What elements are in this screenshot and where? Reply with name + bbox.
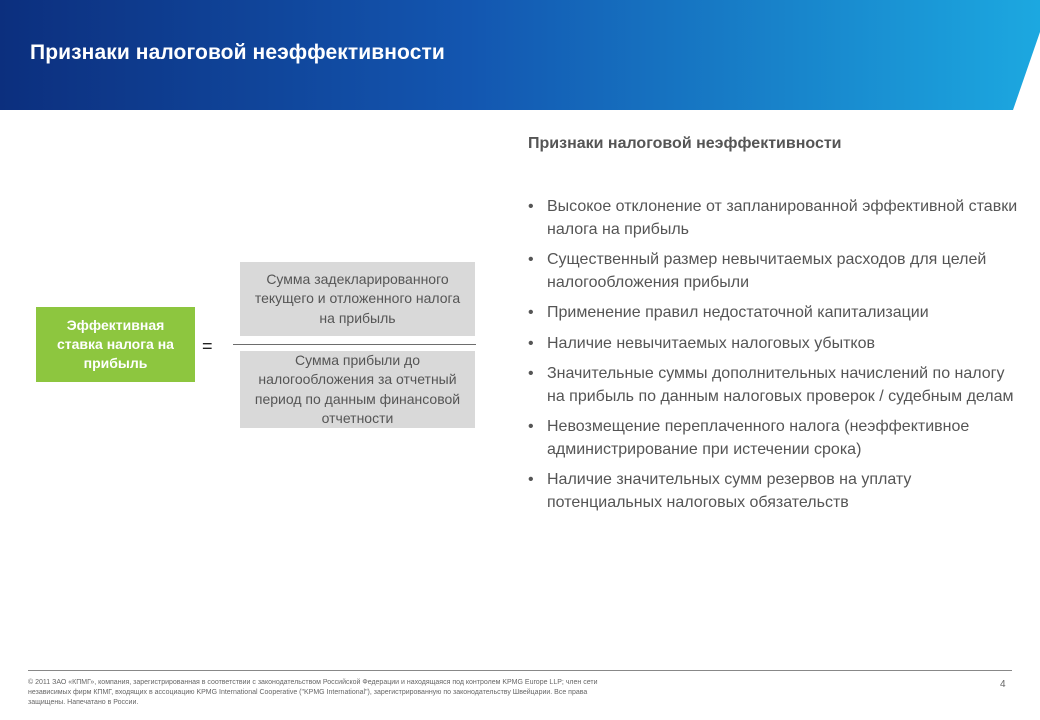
bullet-icon: • xyxy=(528,198,534,215)
header-banner xyxy=(0,0,1040,110)
footer-copyright: © 2011 ЗАО «КПМГ», компания, зарегистрированная в соответствии с законодательством Российской Федерации и находящаяся под контролем KPMG Europe LLP; член сети независимых фирм КПМГ, входящих в ассоциацию KPMG International Cooperative ("KPMG International"), зарегистрированную по законодательству Швейцарии. Все права защищены. Напечатано в России. xyxy=(28,679,598,706)
list-item-text: Наличие значительных сумм резервов на уплату потенциальных налоговых обязательств xyxy=(547,471,912,511)
list-item-text: Существенный размер невычитаемых расходов для целей налогообложения прибыли xyxy=(547,251,987,291)
denominator-box xyxy=(240,351,475,428)
bullet-icon: • xyxy=(528,334,534,352)
list-item-text: Высокое отклонение от запланированной эффективной ставки налога на прибыль xyxy=(547,198,1018,238)
signs-heading: Признаки налоговой неэффективности xyxy=(528,135,842,152)
list-item xyxy=(528,363,1018,408)
denominator-text: Сумма прибыли до налогообложения за отчетный период по данным финансовой отчетности xyxy=(254,351,461,426)
list-item xyxy=(528,469,1018,514)
bullet-icon: • xyxy=(528,418,534,435)
list-item-text: Значительные суммы дополнительных начислений по налогу на прибыль по данным налоговых проверок / судебным делам xyxy=(547,365,1014,405)
bullet-icon: • xyxy=(528,365,534,382)
fraction-line xyxy=(233,344,476,345)
bullet-icon: • xyxy=(528,251,534,268)
list-item-text: Наличие невычитаемых налоговых убытков xyxy=(547,334,875,352)
numerator-text: Сумма задекларированного текущего и отложенного налога на прибыль xyxy=(254,270,461,326)
page-number: 4 xyxy=(1000,679,1006,690)
numerator-box xyxy=(240,262,475,336)
footer-divider xyxy=(28,670,1012,671)
list-item-text: Невозмещение переплаченного налога (неэффективное администрирование при истечении срока) xyxy=(547,418,970,458)
list-item xyxy=(528,302,1018,325)
bullet-icon: • xyxy=(528,304,534,321)
list-item xyxy=(528,333,1018,356)
slide-title: Признаки налоговой неэффективности xyxy=(30,41,445,64)
equals-sign: = xyxy=(202,336,213,356)
list-item-text: Применение правил недостаточной капитализации xyxy=(547,304,929,321)
bullet-icon: • xyxy=(528,471,534,488)
effective-rate-box xyxy=(36,307,195,382)
effective-rate-label: Эффективная ставка налога на прибыль xyxy=(57,317,174,371)
signs-list xyxy=(528,196,1018,522)
list-item xyxy=(528,249,1018,294)
list-item xyxy=(528,416,1018,461)
list-item xyxy=(528,196,1018,241)
